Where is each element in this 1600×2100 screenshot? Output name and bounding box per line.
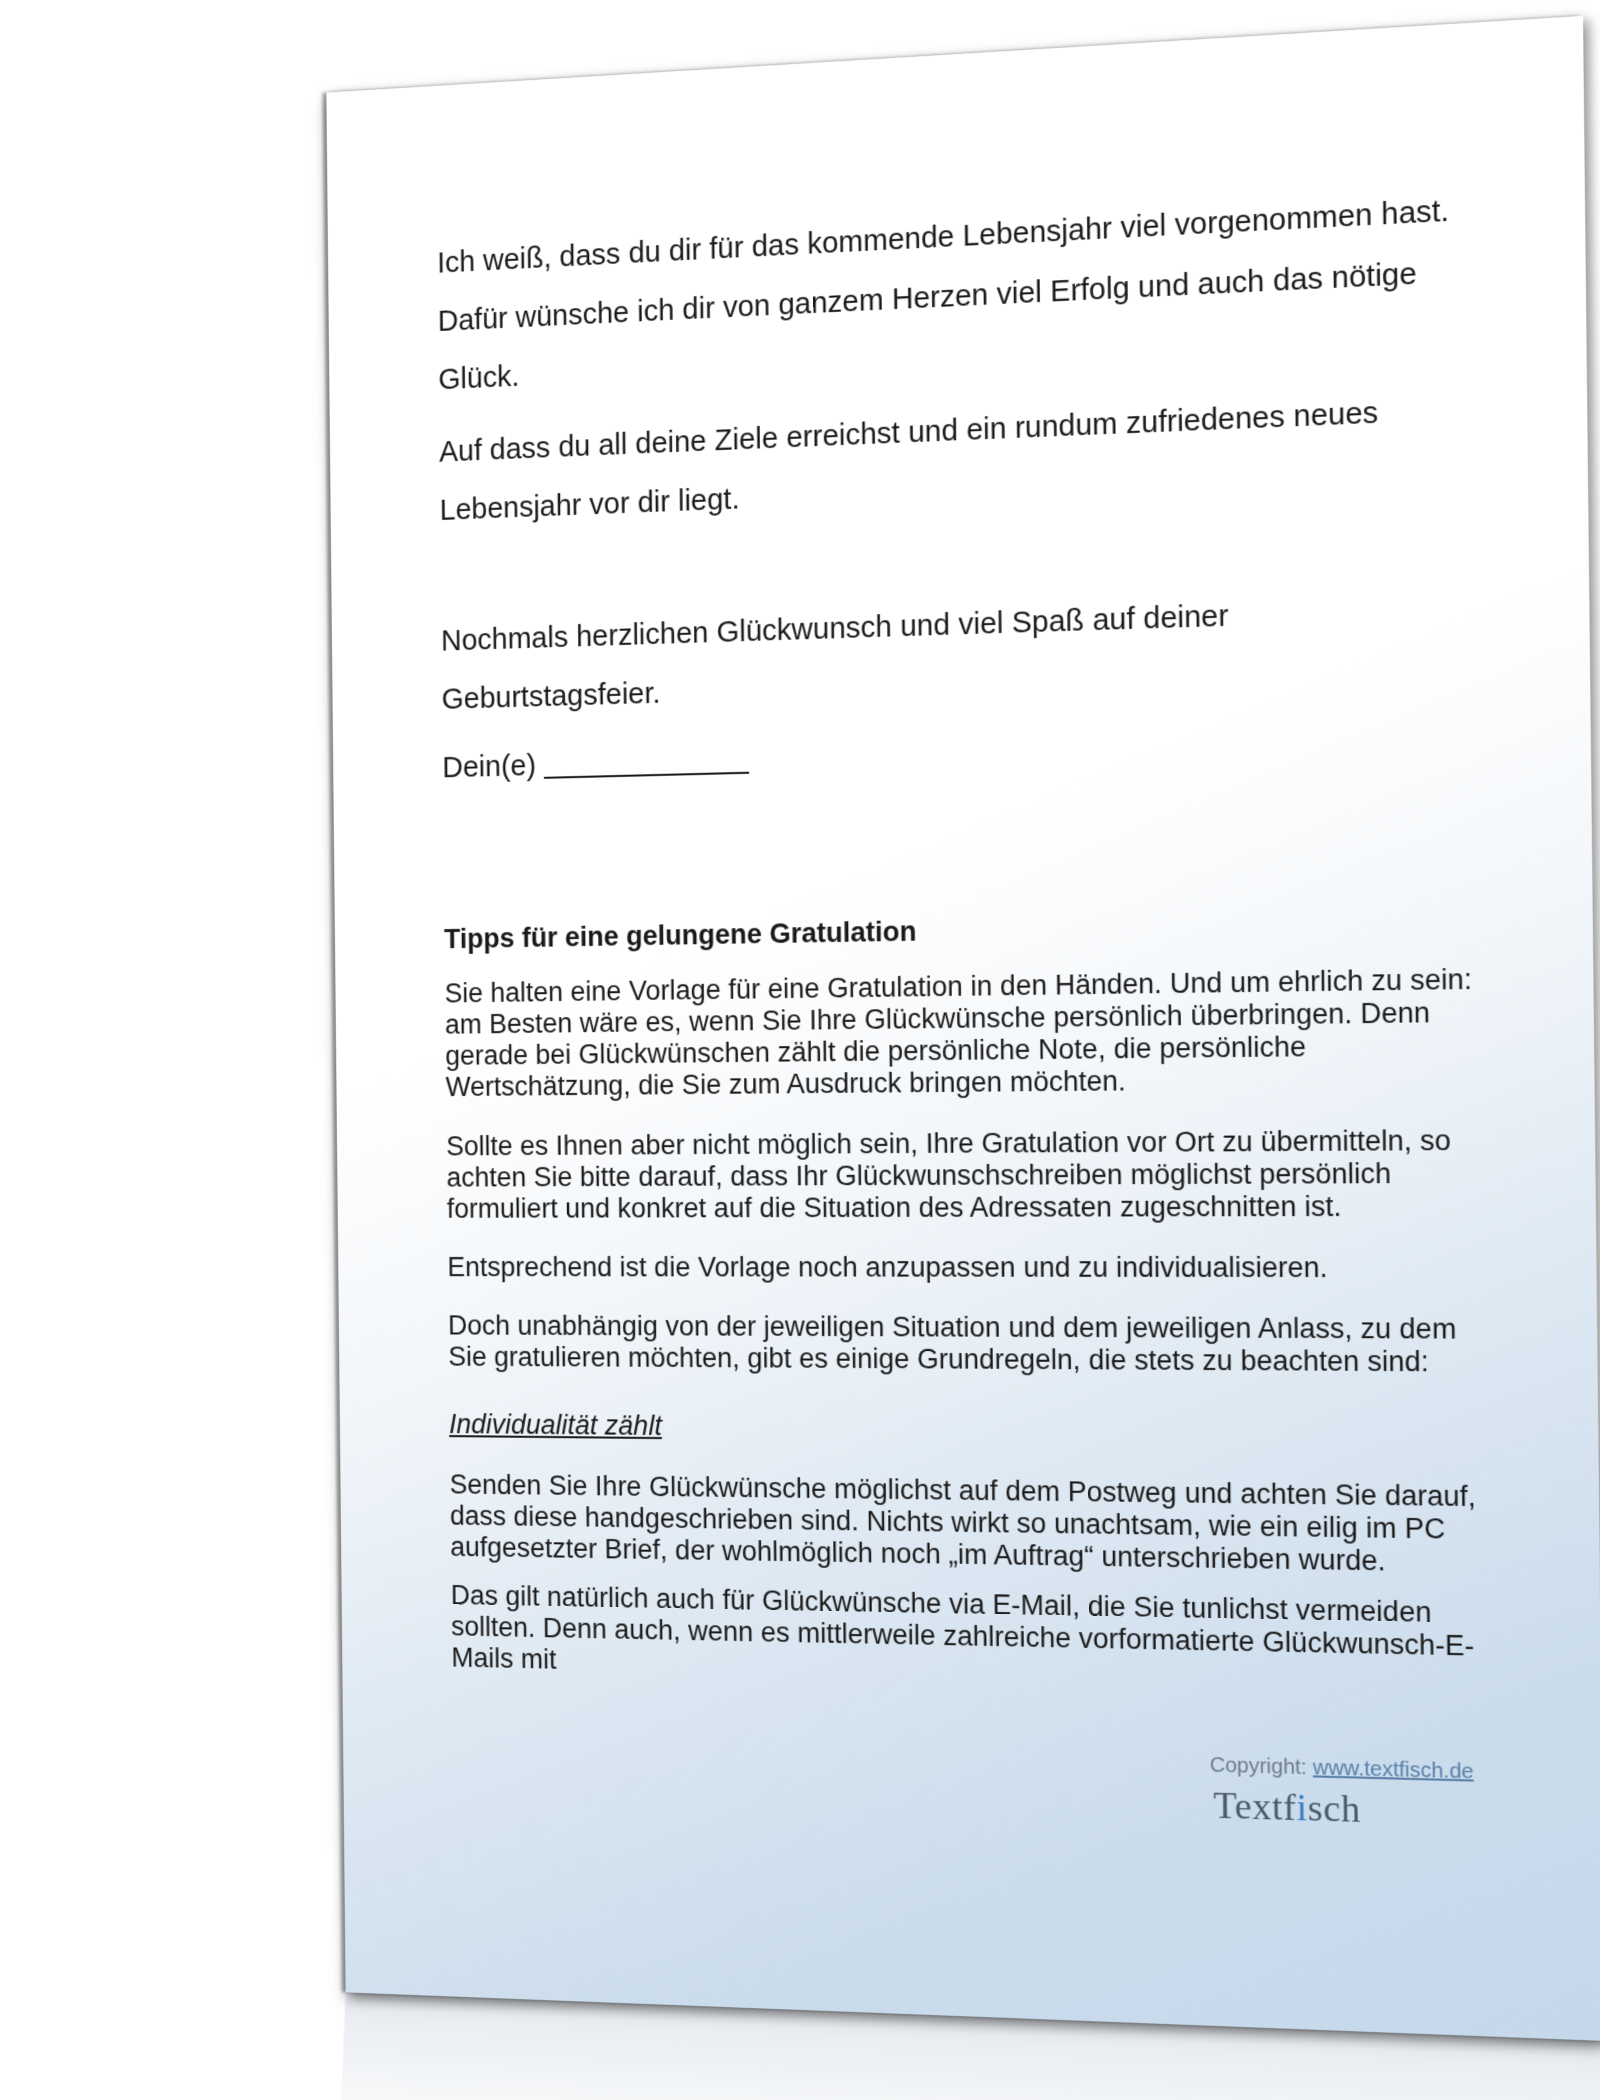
- letter-text: Auf dass du all deine Ziele erreichst und ein rundum zufriedenes neues Lebensjahr vor dir liegt.: [438, 396, 1379, 528]
- tips-text: Sie halten eine Vorlage für eine Gratulation in den Händen. Und um ehrlich zu sein: am Besten wäre es, wenn Sie Ihre Glückwünsche persönlich überbringen. Denn gerade bei Glückwünschen zählt die persönliche Note, die persönliche Wertschätzung, die Sie zum Ausdruck bringen möchten.: [444, 963, 1473, 1103]
- textfisch-logo: [1213, 1783, 1361, 1831]
- tips-text: Sollte es Ihnen aber nicht möglich sein, Ihre Gratulation vor Ort zu übermitteln, so achten Sie bitte darauf, dass Ihr Glückwunschschreiben möglichst persönlich formuliert und konkret auf die Situation des Adressaten zugeschnitten ist.: [446, 1124, 1452, 1224]
- signature-line: [544, 772, 749, 779]
- letter-paragraph-3: [441, 578, 1475, 729]
- fish-icon: i: [1296, 1786, 1308, 1829]
- letter-text: Ich weiß, dass du dir für das kommende Lebensjahr viel vorgenommen hast. Dafür wünsche ich dir von ganzem Herzen viel Erfolg und auch das nötige Glück.: [437, 194, 1450, 397]
- tips-subheading-block: [449, 1409, 1483, 1450]
- tips-title-block: [444, 906, 1477, 955]
- tips-paragraph-4: [448, 1310, 1482, 1379]
- letter-text: Nochmals herzlichen Glückwunsch und viel Spaß auf deiner Geburtstagsfeier.: [440, 599, 1229, 717]
- document-page-wrapper: [326, 16, 1600, 2041]
- tips-paragraph-1: [445, 963, 1479, 1103]
- tips-title: Tipps für eine gelungene Gratulation: [443, 915, 917, 955]
- letter-paragraph-2: [439, 379, 1472, 540]
- logo-text-part: Textf: [1213, 1784, 1297, 1829]
- copyright-notice: [1210, 1754, 1474, 1785]
- copyright-link[interactable]: www.textfisch.de: [1312, 1756, 1474, 1784]
- tips-paragraph-3: [447, 1252, 1480, 1285]
- tips-text: Senden Sie Ihre Glückwünsche möglichst auf dem Postweg und achten Sie darauf, dass diese handgeschrieben sind. Nichts wirkt so unachtsam, wie ein eilig im PC aufgesetzter Brief, der wohlmöglich noch „im Auftrag“ unterschrieben wurde.: [449, 1469, 1477, 1577]
- signature-label: Dein(e): [442, 749, 537, 785]
- document-page: [326, 16, 1600, 2041]
- tips-paragraph-5: [450, 1469, 1484, 1579]
- tips-text: Das gilt natürlich auch für Glückwünsche via E-Mail, die Sie tunlichst vermeiden sollten. Denn auch, wenn es mittlerweile zahlreiche vorformatierte Glückwunsch-E-Mails mit: [450, 1579, 1475, 1675]
- copyright-label: Copyright:: [1209, 1753, 1308, 1780]
- logo-text-part: sch: [1307, 1786, 1361, 1831]
- tips-text: Doch unabhängig von der jeweiligen Situation und dem jeweiligen Anlass, zu dem Sie gratulieren möchten, gibt es einige Grundregeln, die stets zu beachten sind:: [447, 1310, 1457, 1378]
- tips-subheading: Individualität zählt: [448, 1408, 662, 1442]
- tips-paragraph-6: [451, 1580, 1485, 1696]
- letter-paragraph-1: [437, 180, 1471, 410]
- tips-text: Entsprechend ist die Vorlage noch anzupassen und zu individualisieren.: [447, 1251, 1328, 1284]
- tips-paragraph-2: [446, 1125, 1480, 1225]
